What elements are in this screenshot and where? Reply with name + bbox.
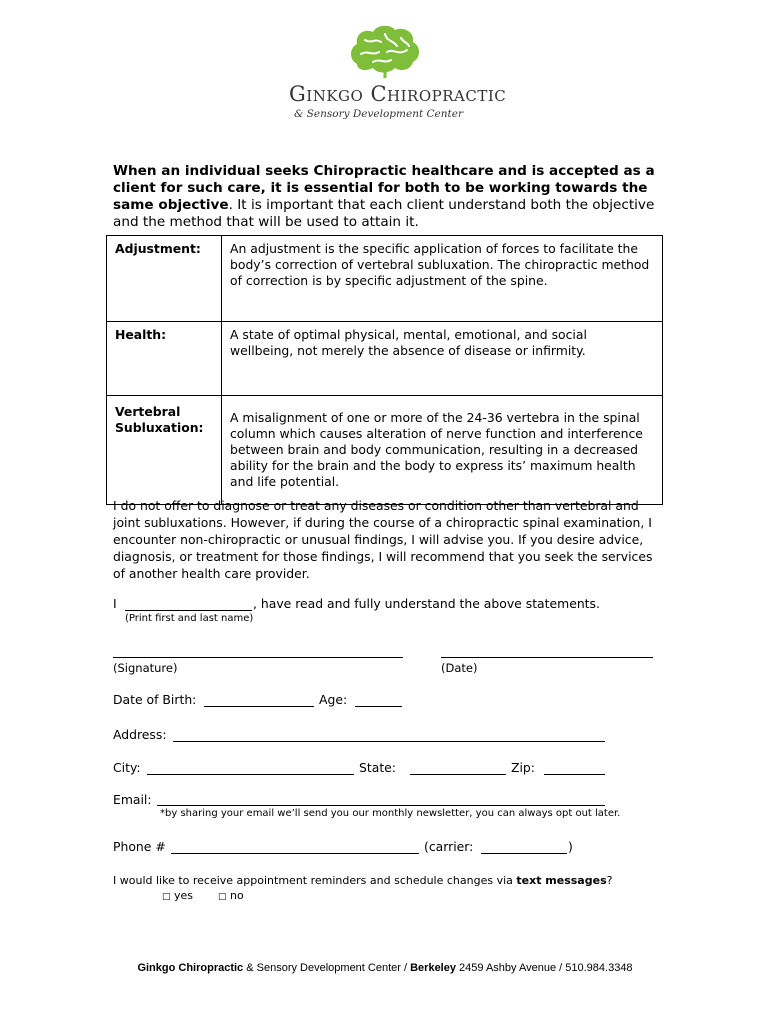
definition-adjustment: An adjustment is the specific application of forces to facilitate the body’s correction of vertebral subluxation. The chiropractic method of correction is by specific adjustment of the spine. xyxy=(222,236,663,322)
date-label: (Date) xyxy=(441,661,478,675)
question-pre: I would like to receive appointment reminders and schedule changes via xyxy=(113,874,517,887)
zip-label: Zip: xyxy=(511,760,535,775)
ack-prefix: I xyxy=(113,596,117,611)
state-field[interactable] xyxy=(410,774,506,775)
footer-brand: Ginkgo Chiropractic xyxy=(137,962,244,974)
option-no-label: no xyxy=(230,889,244,902)
city-label: City: xyxy=(113,760,141,775)
text-message-question xyxy=(113,874,612,887)
footer xyxy=(0,962,770,974)
address-label: Address: xyxy=(113,727,167,742)
footer-mid: & Sensory Development Center / xyxy=(243,962,411,974)
term-vertebral-subluxation: Vertebral Subluxation: xyxy=(107,396,222,505)
definition-health: A state of optimal physical, mental, emotional, and social wellbeing, not merely the absence of disease or infirmity. xyxy=(222,322,663,396)
dob-label: Date of Birth: xyxy=(113,692,197,707)
intro-paragraph xyxy=(113,163,658,231)
option-yes[interactable] xyxy=(162,889,193,902)
zip-field[interactable] xyxy=(544,774,605,775)
checkbox-no-icon[interactable]: □ xyxy=(218,892,227,902)
address-field[interactable] xyxy=(173,741,605,742)
footer-city: Berkeley xyxy=(410,962,456,974)
table-row xyxy=(107,322,663,396)
date-field[interactable] xyxy=(441,657,653,658)
logo xyxy=(0,20,770,78)
print-name-hint: (Print first and last name) xyxy=(125,613,254,624)
brain-logo-icon xyxy=(345,20,425,78)
option-yes-label: yes xyxy=(174,889,194,902)
age-field[interactable] xyxy=(355,706,402,707)
table-row xyxy=(107,396,663,505)
logo-name: Ginkgo Chiropractic xyxy=(289,82,507,106)
dob-field[interactable] xyxy=(204,706,314,707)
term-adjustment: Adjustment: xyxy=(107,236,222,322)
state-label: State: xyxy=(359,760,396,775)
ack-suffix: , have read and fully understand the above statements. xyxy=(253,596,600,611)
question-bold: text messages xyxy=(516,874,607,887)
option-no[interactable] xyxy=(218,889,244,902)
carrier-label: (carrier: xyxy=(424,839,474,854)
definitions-table xyxy=(106,235,663,505)
print-name-field[interactable] xyxy=(125,610,252,611)
question-post: ? xyxy=(606,874,613,887)
table-row xyxy=(107,236,663,322)
carrier-close: ) xyxy=(568,839,573,854)
signature-field[interactable] xyxy=(113,657,403,658)
phone-label: Phone # xyxy=(113,839,166,854)
checkbox-yes-icon[interactable]: □ xyxy=(162,892,171,902)
intro-bold: When an individual seeks Chiropractic healthcare and is accepted as a client for such care, it is essential for both to be working towards the same objective xyxy=(113,163,655,213)
email-note: *by sharing your email we’ll send you our monthly newsletter, you can always opt out later. xyxy=(160,808,621,819)
definition-vertebral-subluxation: A misalignment of one or more of the 24-36 vertebra in the spinal column which causes alteration of nerve function and interference between brain and body communication, resulting in a decreased ability for the brain and the body to express its’ maximum health and life potential. xyxy=(222,396,663,505)
intro-rest: . It is important that each client understand both the objective and the method that will be used to attain it. xyxy=(113,197,655,230)
carrier-field[interactable] xyxy=(481,853,567,854)
email-field[interactable] xyxy=(157,805,605,806)
term-health: Health: xyxy=(107,322,222,396)
footer-rest: 2459 Ashby Avenue / 510.984.3348 xyxy=(455,962,633,974)
email-label: Email: xyxy=(113,792,152,807)
disclaimer-paragraph: I do not offer to diagnose or treat any diseases or condition other than vertebral and joint subluxations. However, if during the course of a chiropractic spinal examination, I encounter non-chiropractic or unusual findings, I will advise you. If you desire advice, diagnosis, or treatment for those findings, I will recommend that you seek the services of another health care provider. xyxy=(113,498,653,581)
age-label: Age: xyxy=(319,692,348,707)
signature-label: (Signature) xyxy=(113,661,178,675)
phone-field[interactable] xyxy=(171,853,419,854)
logo-subtitle: & Sensory Development Center xyxy=(294,108,463,120)
city-field[interactable] xyxy=(147,774,354,775)
